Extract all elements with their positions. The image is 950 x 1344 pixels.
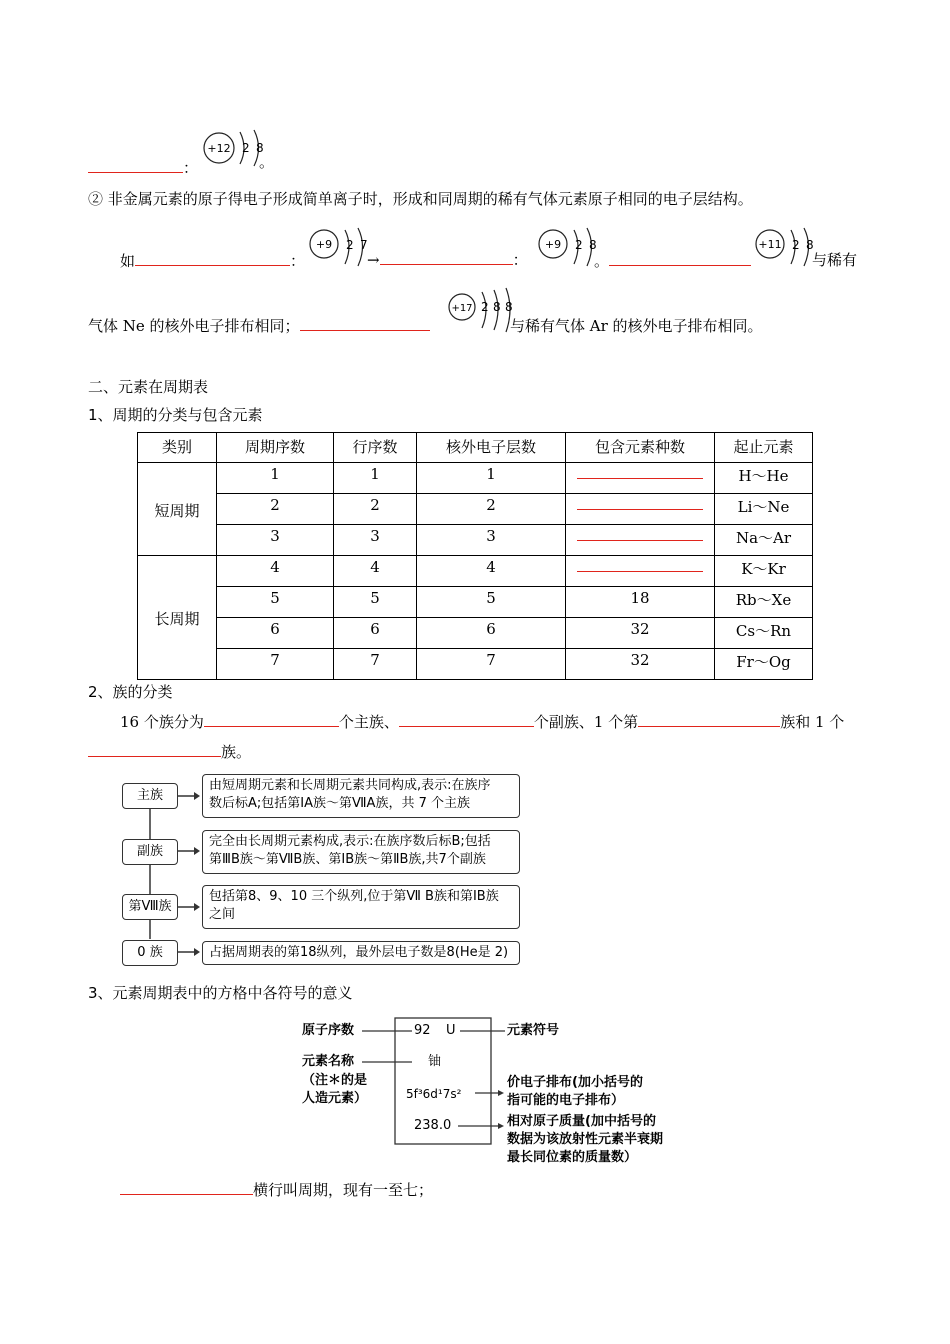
table-cell: 6 xyxy=(334,618,417,649)
table-cell: 6 xyxy=(217,618,334,649)
table-cell: 4 xyxy=(217,556,334,587)
element-symbol: U xyxy=(446,1023,456,1038)
table-cell: 5 xyxy=(217,587,334,618)
answer-cell[interactable] xyxy=(566,525,715,556)
table-cell: 32 xyxy=(566,649,715,680)
table-cell: Fr～Og xyxy=(715,649,813,680)
table-cell: 7 xyxy=(217,649,334,680)
nucleus-charge: +9 xyxy=(544,238,562,251)
table-cell: 1 xyxy=(217,463,334,494)
text: 横行叫周期，现有一至七； xyxy=(253,1181,434,1199)
desc-line: 完全由长周期元素构成,表示:在族序数后标B;包括 xyxy=(209,834,491,849)
shell-electrons: 8 xyxy=(589,238,597,252)
label-atomic-number: 原子序数 xyxy=(302,1023,355,1038)
example-line-2 xyxy=(88,316,430,336)
electron-config: 5f³6d¹7s² xyxy=(406,1087,462,1101)
shell-electrons: 2 xyxy=(792,238,800,252)
ne-suffix: 与稀有 xyxy=(812,251,858,269)
table-row xyxy=(138,618,813,649)
family-zero-desc xyxy=(202,941,520,965)
table-row xyxy=(138,587,813,618)
table-cell: 1 xyxy=(334,463,417,494)
table-cell: 32 xyxy=(566,618,715,649)
answer-cell[interactable] xyxy=(566,463,715,494)
ar-suffix: 与稀有气体 Ar 的核外电子排布相同。 xyxy=(510,317,763,335)
label-config: 指可能的电子排布） xyxy=(507,1093,625,1108)
example-na-part xyxy=(594,251,751,271)
answer-cell[interactable] xyxy=(566,556,715,587)
atomic-number: 92 xyxy=(414,1023,431,1038)
table-cell: Rb～Xe xyxy=(715,587,813,618)
answer-blank[interactable] xyxy=(88,756,221,757)
table-cell: 5 xyxy=(417,587,566,618)
table-cell: Na～Ar xyxy=(715,525,813,556)
families-line-2 xyxy=(88,742,251,762)
answer-blank[interactable] xyxy=(88,172,183,173)
atomic-mass: 238.0 xyxy=(414,1118,452,1133)
table-cell: 3 xyxy=(217,525,334,556)
families-line-1 xyxy=(120,712,844,732)
table-cell: 4 xyxy=(417,556,566,587)
label-mass: 数据为该放射性元素半衰期 xyxy=(507,1132,664,1147)
answer-blank[interactable] xyxy=(638,726,780,727)
shell-electrons: 8 xyxy=(493,300,501,314)
element-cell-diagram xyxy=(300,1015,700,1175)
desc-line: 数后标A;包括第ⅠA族～第ⅦA族，共 7 个主族 xyxy=(209,796,470,811)
table-cell: K～Kr xyxy=(715,556,813,587)
answer-blank[interactable] xyxy=(300,330,430,331)
group-label: 长周期 xyxy=(138,556,217,680)
nucleus-charge: +12 xyxy=(207,142,231,155)
answer-blank[interactable] xyxy=(577,499,703,510)
period-mark: 。 xyxy=(259,153,275,171)
family-main-desc xyxy=(202,774,520,818)
colon: ： xyxy=(183,159,199,177)
table-row xyxy=(138,649,813,680)
table-cell: 2 xyxy=(334,494,417,525)
family-sub-group: 副族 xyxy=(122,839,178,865)
answer-blank[interactable] xyxy=(120,1194,253,1195)
answer-blank[interactable] xyxy=(609,265,751,266)
table-header: 行序数 xyxy=(334,433,417,463)
label-symbol: 元素符号 xyxy=(507,1023,560,1038)
table-cell: 4 xyxy=(334,556,417,587)
text: 族和 1 个 xyxy=(780,713,845,731)
table-header: 包含元素种数 xyxy=(566,433,715,463)
group-label: 短周期 xyxy=(138,463,217,556)
family-main-group: 主族 xyxy=(122,783,178,809)
table-cell: 7 xyxy=(417,649,566,680)
label-mass: 相对原子质量(加中括号的 xyxy=(507,1114,656,1129)
answer-blank[interactable] xyxy=(380,264,513,265)
example-prefix: 如 xyxy=(120,252,136,270)
table-cell: Cs～Rn xyxy=(715,618,813,649)
table-cell: 2 xyxy=(217,494,334,525)
desc-line: 由短周期元素和长周期元素共同构成,表示:在族序 xyxy=(209,778,491,793)
label-mass: 最长同位素的质量数） xyxy=(507,1150,638,1165)
text: 个副族、1 个第 xyxy=(533,713,639,731)
element-name: 铀 xyxy=(428,1054,442,1069)
table-cell: Li～Ne xyxy=(715,494,813,525)
line-mg-ion xyxy=(88,158,198,178)
table-row xyxy=(138,556,813,587)
table-cell: 1 xyxy=(417,463,566,494)
desc-line: 包括第8、9、10 三个纵列,位于第Ⅶ B族和第ⅠB族 xyxy=(209,889,499,904)
shell-electrons: 8 xyxy=(256,141,264,155)
family-diagram xyxy=(120,774,530,970)
ne-text: 气体 Ne 的核外电子排布相同； xyxy=(88,317,300,335)
shell-electrons: 8 xyxy=(505,300,513,314)
section-title: 二、元素在周期表 xyxy=(88,378,209,396)
subsection-title-1: 1、周期的分类与包含元素 xyxy=(88,406,263,424)
desc-line: 第ⅢB族～第ⅦB族、第ⅠB族～第ⅡB族,共7个副族 xyxy=(209,852,486,867)
table-cell: 7 xyxy=(334,649,417,680)
table-cell: 2 xyxy=(417,494,566,525)
table-header: 起止元素 xyxy=(715,433,813,463)
table-row xyxy=(138,463,813,494)
label-note: （注＊的是 xyxy=(302,1073,368,1088)
label-config: 价电子排布(加小括号的 xyxy=(507,1075,643,1090)
answer-blank[interactable] xyxy=(399,726,534,727)
example-arrow-part xyxy=(367,250,528,270)
subsection-title-3: 3、元素周期表中的方格中各符号的意义 xyxy=(88,984,353,1002)
last-line xyxy=(120,1180,433,1200)
colon: ： xyxy=(290,252,306,270)
table-cell: 5 xyxy=(334,587,417,618)
table-cell: 3 xyxy=(417,525,566,556)
desc-line: 之间 xyxy=(209,907,236,922)
text: 族。 xyxy=(221,743,252,761)
label-element-name: 元素名称 xyxy=(302,1054,355,1069)
period-table xyxy=(137,432,813,680)
answer-blank[interactable] xyxy=(135,265,290,266)
table-header: 核外电子层数 xyxy=(417,433,566,463)
label-note: 人造元素） xyxy=(302,1091,368,1106)
text: 个主族、 xyxy=(338,713,399,731)
nucleus-charge: +11 xyxy=(758,238,782,251)
period-mark: 。 xyxy=(594,252,610,270)
shell-electrons: 2 xyxy=(242,141,250,155)
family-sub-desc xyxy=(202,830,520,874)
answer-blank[interactable] xyxy=(577,530,703,541)
answer-cell[interactable] xyxy=(566,494,715,525)
answer-blank[interactable] xyxy=(204,726,339,727)
table-row xyxy=(138,525,813,556)
table-cell: 6 xyxy=(417,618,566,649)
shell-electrons: 2 xyxy=(575,238,583,252)
table-cell: 3 xyxy=(334,525,417,556)
reaction-arrow: → xyxy=(367,251,380,269)
table-row xyxy=(138,494,813,525)
example-line xyxy=(120,251,305,271)
point-2-text: ② 非金属元素的原子得电子形成简单离子时，形成和同周期的稀有气体元素原子相同的电子层结构。 xyxy=(88,190,753,208)
table-cell: 18 xyxy=(566,587,715,618)
text: 16 个族分为 xyxy=(120,713,204,731)
answer-blank[interactable] xyxy=(577,561,703,572)
table-header-row xyxy=(138,433,813,463)
desc-line: 占据周期表的第18纵列，最外层电子数是8(He是 2) xyxy=(209,945,509,960)
subsection-title-2: 2、族的分类 xyxy=(88,683,173,701)
nucleus-charge: +17 xyxy=(451,303,473,314)
table-header: 周期序数 xyxy=(217,433,334,463)
nucleus-charge: +9 xyxy=(315,238,333,251)
table-cell: H～He xyxy=(715,463,813,494)
family-group-8-desc xyxy=(202,885,520,929)
family-zero-group: 0 族 xyxy=(122,940,178,966)
answer-blank[interactable] xyxy=(577,468,703,479)
table-header: 类别 xyxy=(138,433,217,463)
shell-electrons: 2 xyxy=(481,300,489,314)
colon: ： xyxy=(512,251,528,269)
family-group-8: 第Ⅷ族 xyxy=(122,894,178,920)
shell-electrons: 2 xyxy=(346,238,354,252)
shell-electrons: 7 xyxy=(360,238,368,252)
shell-electrons: 8 xyxy=(806,238,814,252)
